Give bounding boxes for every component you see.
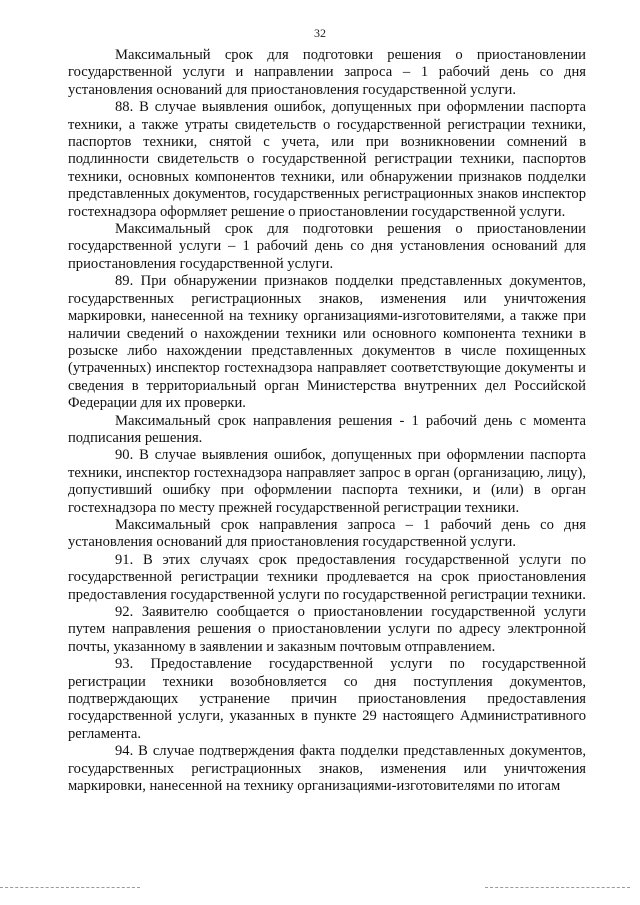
bottom-divider-left — [0, 887, 140, 888]
paragraph-88: 88. В случае выявления ошибок, допущенных при оформлении паспорта техники, а также утраты свидетельств о государственной регистрации техники, паспортов техники, снятой с учета, или при возникновении сомнений в подлинности свидетельств о государственной регистрации техники, паспортов техники, основных компонентов техники, или обнаружении признаков подделки представленных документов, государственных регистрационных знаков инспектор гостехнадзора оформляет решение о приостановлении государственной услуги. — [68, 99, 586, 220]
paragraph-max-term-suspension-decision: Максимальный срок для подготовки решения о приостановлении государственной услуги – 1 рабочий день со дня установления оснований для приостановления государственной услуги. — [68, 221, 586, 272]
paragraph-92: 92. Заявителю сообщается о приостановлении государственной услуги путем направления решения о приостановлении услуги по адресу электронной почты, указанному в заявлении и заказным почтовым отправлением. — [68, 604, 586, 655]
paragraph-89: 89. При обнаружении признаков подделки представленных документов, государственных регистрационных знаков, изменения или уничтожения маркировки, нанесенной на технику организациями-изготовителями, а также при наличии сведений о нахождении техники или основного компонента техники в розыске либо нахождении представленных документов в числе похищенных (утраченных) инспектор гостехнадзора направляет соответствующие документы и сведения в территориальный орган Министерства внутренних дел Российской Федерации для их проверки. — [68, 273, 586, 412]
paragraph-93: 93. Предоставление государственной услуги по государственной регистрации техники возобновляется со дня поступления документов, подтверждающих устранение причин приостановления предоставления государственной услуги, указанных в пункте 29 настоящего Административного регламента. — [68, 656, 586, 742]
document-body — [68, 47, 586, 795]
paragraph-91: 91. В этих случаях срок предоставления государственной услуги по государственной регистрации техники продлевается на срок приостановления предоставления государственной услуги по государственной регистрации техники. — [68, 551, 586, 603]
bottom-divider-right — [485, 887, 630, 888]
paragraph-94: 94. В случае подтверждения факта подделки представленных документов, государственных регистрационных знаков, изменения или уничтожения маркировки, нанесенной на технику организациями-изготовителями по итогам — [68, 743, 586, 795]
paragraph-max-term-suspension-request: Максимальный срок для подготовки решения о приостановлении государственной услуги и направлении запроса – 1 рабочий день со дня установления оснований для приостановления государственной услуги. — [68, 47, 586, 98]
paragraph-90: 90. В случае выявления ошибок, допущенных при оформлении паспорта техники, инспектор гостехнадзора направляет запрос в орган (организацию, лицу), допустивший ошибку при оформлении паспорта техники, и (или) в орган гостехнадзора по месту прежней государственной регистрации техники. — [68, 447, 586, 516]
paragraph-max-term-request-sending: Максимальный срок направления запроса – 1 рабочий день со дня установления оснований для приостановления государственной услуги. — [68, 516, 586, 551]
page-number: 32 — [314, 26, 326, 40]
paragraph-max-term-decision-sending: Максимальный срок направления решения - 1 рабочий день с момента подписания решения. — [68, 412, 586, 446]
